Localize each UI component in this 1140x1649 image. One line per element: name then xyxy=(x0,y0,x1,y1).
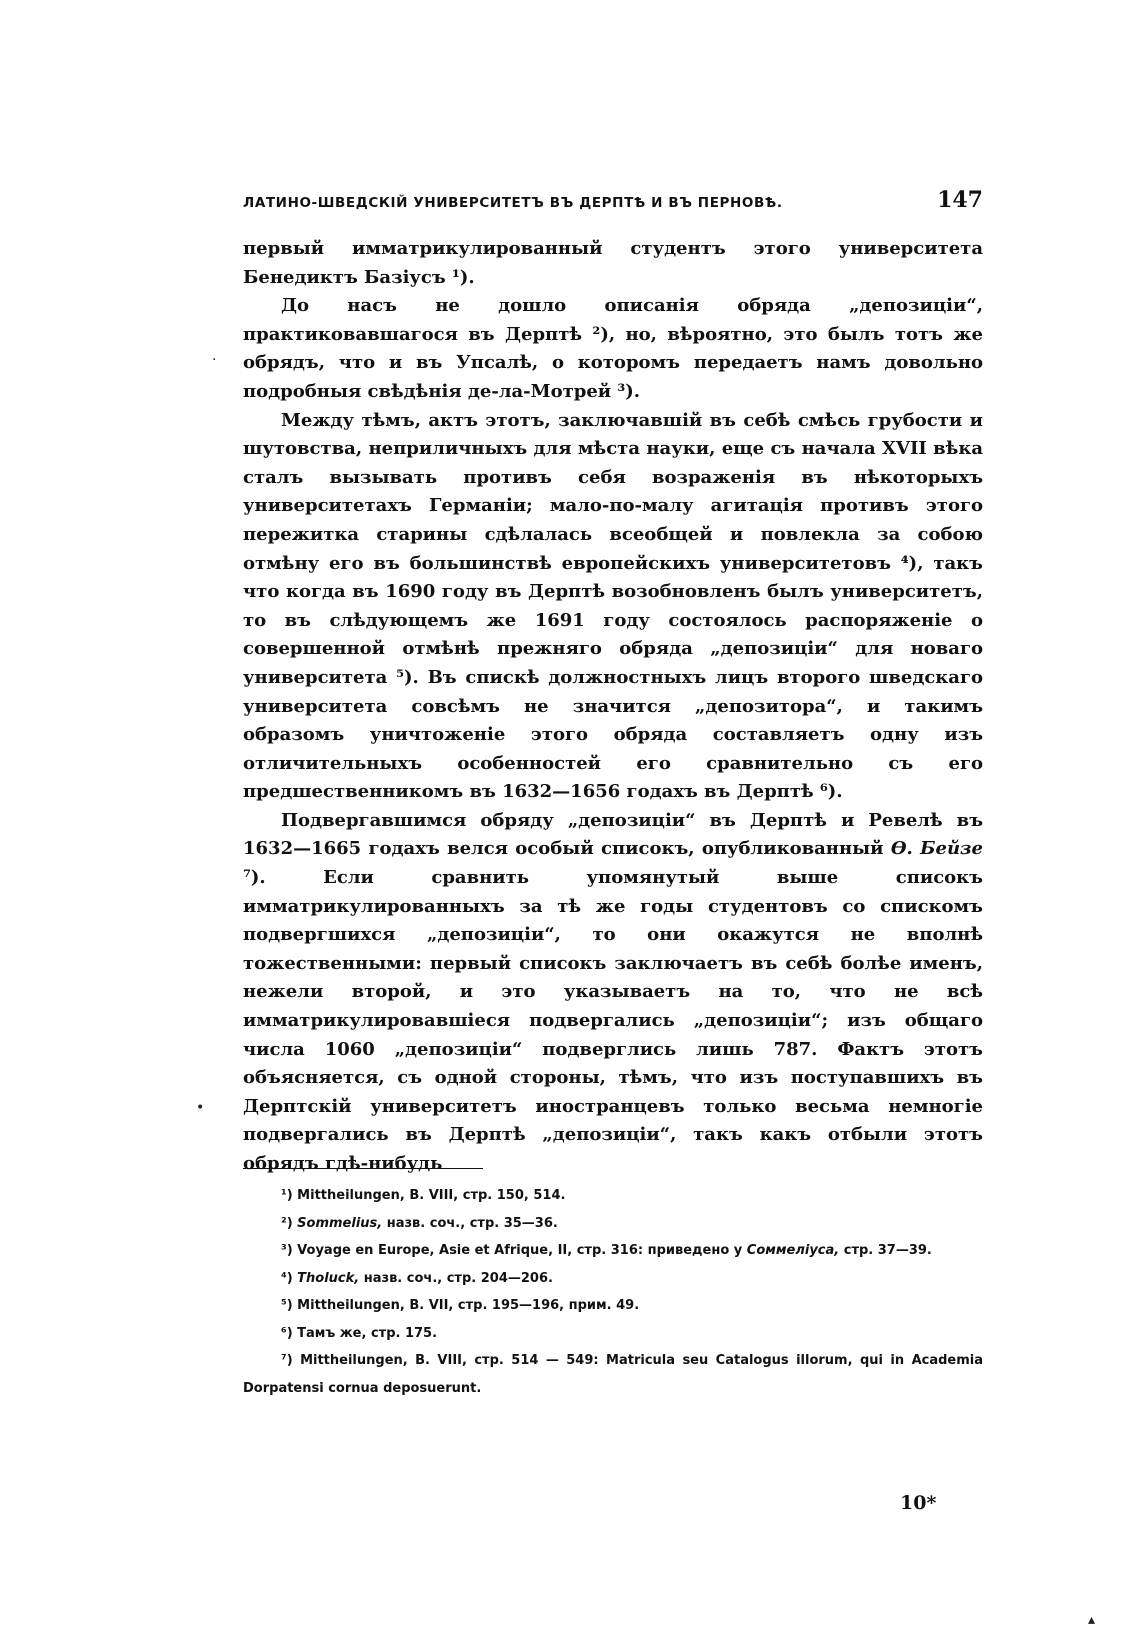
signature-mark: 10* xyxy=(900,1492,937,1514)
footnote-1 xyxy=(243,1182,983,1210)
footnote-2 xyxy=(243,1210,983,1238)
footnote-author: Tholuck, xyxy=(297,1270,360,1286)
footnote-text-after: стр. 37—39. xyxy=(839,1243,932,1258)
footnote-5 xyxy=(243,1292,983,1320)
footnote-text: Тамъ же, стр. 175. xyxy=(297,1325,438,1341)
running-title: ЛАТИНО-ШВЕДСКІЙ УНИВЕРСИТЕТЪ ВЪ ДЕРПТѢ И ВЪ ПЕРНОВѢ. xyxy=(243,195,783,211)
paragraph-4-after: ⁷). Если сравнить упомянутый выше списокъ имматрикулированныхъ за тѣ же годы студентовъ со спискомъ подвергшихся „депозиціи“, то они окажутся не вполнѣ тожественными: первый списокъ заключаетъ въ себѣ болѣе именъ, нежели второй, и это указываетъ на то, что не всѣ имматрикулировавшіеся подвергались „депозиціи“; изъ общаго числа 1060 „депозиціи“ подверглись лишь 787. Фактъ этотъ объясняется, съ одной стороны, тѣмъ, что изъ поступавшихъ въ Дерптскій университетъ иностранцевъ только весьма немногіе подвергались въ Дерптѣ „депозиціи“, такъ какъ отбыли этотъ обрядъ гдѣ-нибудь xyxy=(243,867,983,1174)
paragraph-4-before: Подвергавшимся обряду „депозиціи“ въ Дерптѣ и Ревелѣ въ 1632—1665 годахъ велся особый списокъ, опубликованный xyxy=(243,809,983,860)
margin-speck: ▴ xyxy=(1088,1612,1096,1628)
page-number: 147 xyxy=(937,187,983,213)
margin-speck: · xyxy=(212,352,217,368)
footnote-author: Sommelius, xyxy=(297,1215,383,1231)
footnote-text: Voyage en Europe, Asie et Afrique, II, стр. 316: приведено у xyxy=(297,1243,747,1258)
footnote-mark: ⁵) xyxy=(281,1298,293,1313)
footnote-6 xyxy=(243,1320,983,1348)
footnote-mark: ⁴) xyxy=(281,1270,293,1286)
paragraph-3: Между тѣмъ, актъ этотъ, заключавшій въ себѣ смѣсь грубости и шутовства, неприличныхъ для мѣста науки, еще съ начала XVII вѣка сталъ вызывать противъ себя возраженія въ нѣкоторыхъ университетахъ Германіи; мало-по-малу агитація противъ этого пережитка старины сдѣлалась всеобщей и повлекла за собою отмѣну его въ большинствѣ европейскихъ университетовъ ⁴), такъ что когда въ 1690 году въ Дерптѣ возобновленъ былъ университетъ, то въ слѣдующемъ же 1691 году состоялось распоряженіе о совершенной отмѣнѣ прежняго обряда „депозиціи“ для новаго университета ⁵). Въ спискѣ должностныхъ лицъ второго шведскаго университета совсѣмъ не значится „депозитора“, и такимъ образомъ уничтоженіе этого обряда составляетъ одну изъ отличительныхъ особенностей его сравнительно съ его предшественникомъ въ 1632—1656 годахъ въ Дерптѣ ⁶). xyxy=(243,409,983,803)
footnote-text: Mittheilungen, B. VIII, стр. 150, 514. xyxy=(297,1188,566,1203)
footnote-mark: ⁶) xyxy=(281,1325,293,1341)
footnote-text: Mittheilungen, B. VII, стр. 195—196, прим. 49. xyxy=(297,1298,640,1313)
footnote-mark: ⁷) xyxy=(281,1353,293,1368)
footnote-text: назв. соч., стр. 204—206. xyxy=(359,1270,553,1286)
paragraph-4-author: Ѳ. Бейзе xyxy=(890,838,983,860)
paragraph-2: До насъ не дошло описанія обряда „депозиціи“, практиковавшагося въ Дерптѣ ²), но, вѣроятно, это былъ тотъ же обрядъ, что и въ Упсалѣ, о которомъ передаетъ намъ довольно подробныя свѣдѣнія де-ла-Мотрей ³). xyxy=(243,295,983,402)
footnotes xyxy=(243,1182,983,1402)
paragraph-4 xyxy=(243,807,983,1179)
footnote-7 xyxy=(243,1347,983,1402)
footnote-mark: ¹) xyxy=(281,1188,293,1203)
footnote-text: Mittheilungen, B. VIII, стр. 514 — 549: Matricula seu Catalogus illorum, qui in Academia Dorpatensi cornua deposuerunt. xyxy=(243,1353,983,1396)
footnote-mark: ³) xyxy=(281,1243,293,1258)
footnote-text: назв. соч., стр. 35—36. xyxy=(382,1215,558,1231)
footnote-mark: ²) xyxy=(281,1215,293,1231)
paragraph-1: первый имматрикулированный студентъ этого университета Бенедиктъ Базіусъ ¹). xyxy=(243,238,983,288)
footnote-author: Соммеліуса, xyxy=(746,1243,840,1258)
main-text xyxy=(243,235,983,1179)
footnote-rule xyxy=(243,1168,483,1169)
footnote-4 xyxy=(243,1265,983,1293)
footnote-3 xyxy=(243,1237,983,1265)
running-head xyxy=(243,187,983,213)
margin-speck: • xyxy=(196,1100,205,1116)
